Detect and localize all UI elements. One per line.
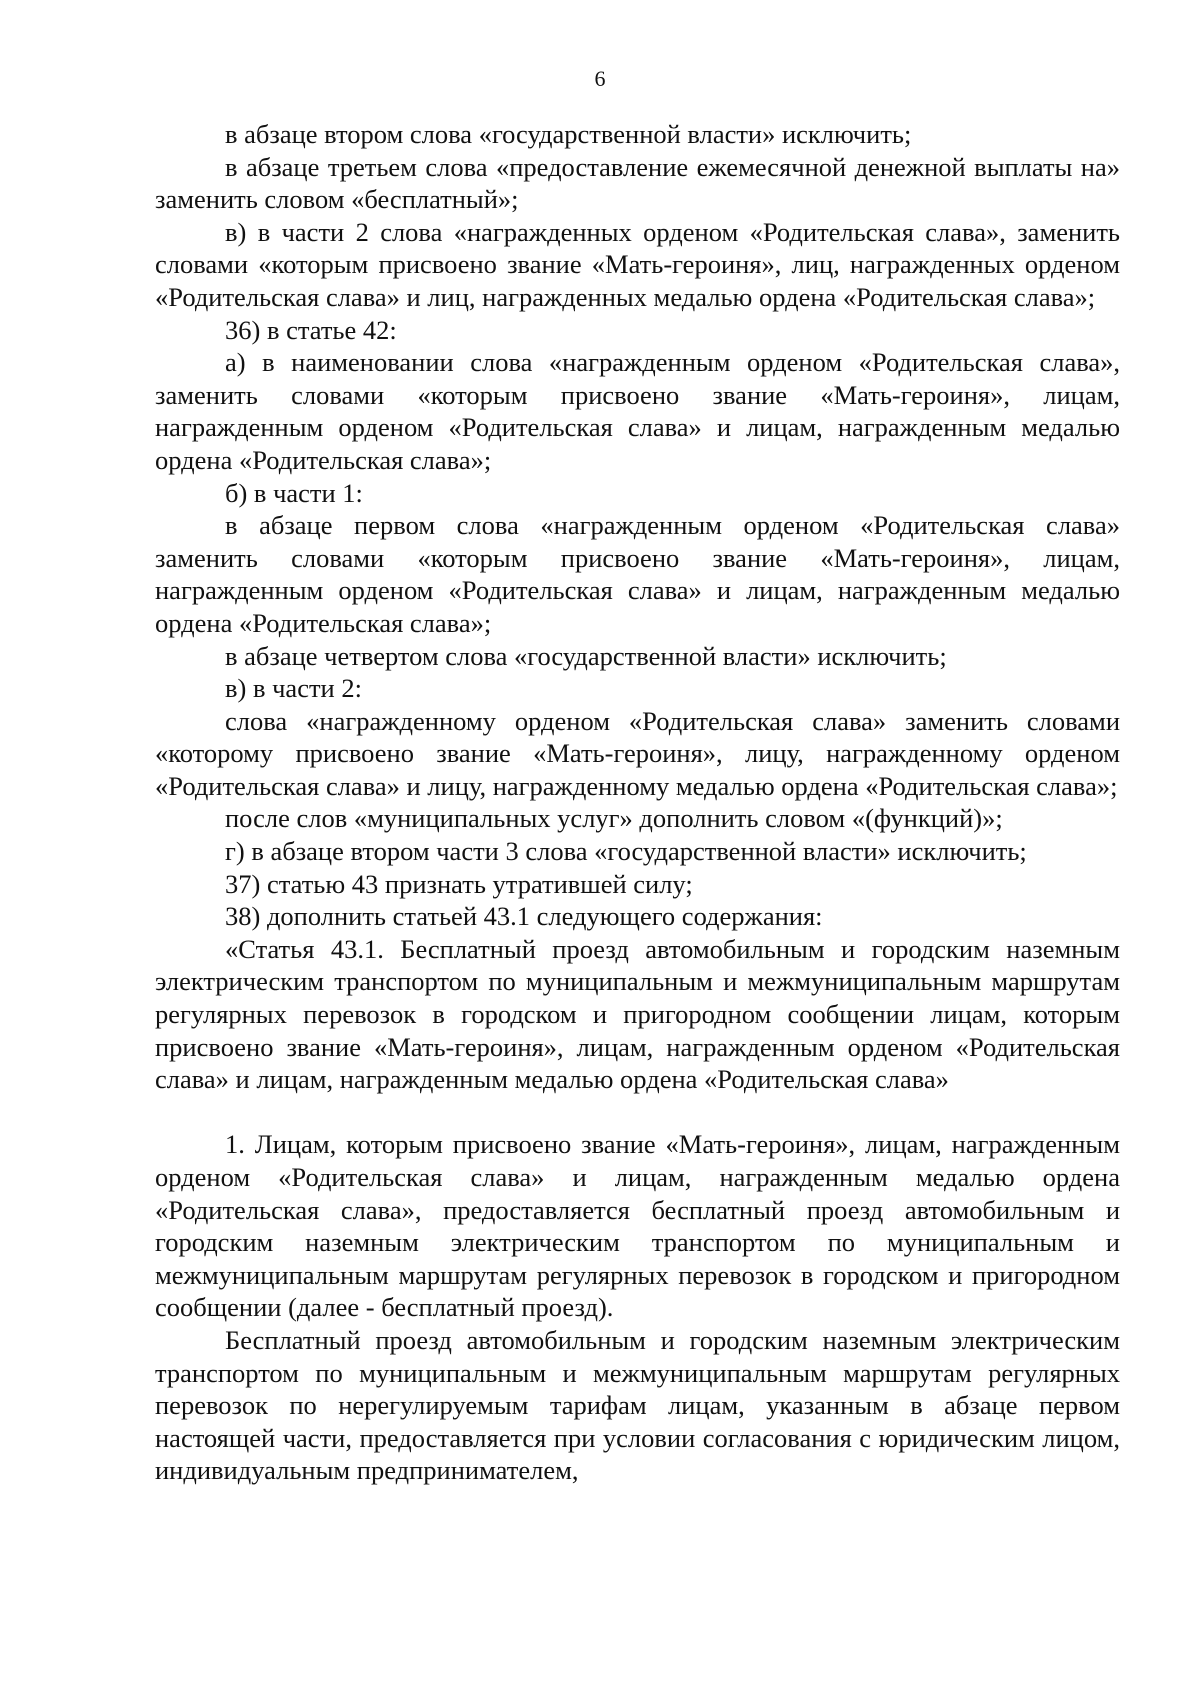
paragraph: 36) в статье 42: — [225, 314, 397, 345]
document-body — [155, 118, 1120, 1487]
paragraph: 1. Лицам, которым присвоено звание «Мать-героиня», лицам, награжденным орденом «Родительская слава» и лицам, награжденным медалью ордена «Родительская слава», предоставляется бесплатный проезд автомобильным и городским наземным электрическим транспортом по муниципальным и межмуниципальным маршрутам регулярных перевозок в городском и пригородном сообщении (далее - бесплатный проезд). — [155, 1129, 1120, 1323]
paragraph: в абзаце первом слова «награжденным орденом «Родительская слава» заменить словами «которым присвоено звание «Мать-героиня», лицам, награжденным орденом «Родительская слава» и лицам, награжденным медалью ордена «Родительская слава»; — [155, 510, 1120, 638]
paragraph: слова «награжденному орденом «Родительская слава» заменить словами «которому присвоено звание «Мать-героиня», лицу, награжденному орденом «Родительская слава» и лицу, награжденному медалью ордена «Родительская слава»; — [155, 705, 1120, 801]
paragraph: в) в части 2 слова «награжденных орденом «Родительская слава», заменить словами «которым присвоено звание «Мать-героиня», лиц, награжденных орденом «Родительская слава» и лиц, награжденных медалью ордена «Родительская слава»; — [155, 216, 1120, 312]
paragraph: в абзаце четвертом слова «государственной власти» исключить; — [225, 640, 947, 671]
paragraph: Бесплатный проезд автомобильным и городским наземным электрическим транспортом по муниципальным и межмуниципальным маршрутам регулярных перевозок по нерегулируемым тарифам лицам, указанным в абзаце первом настоящей части, предоставляется при условии согласования с юридическим лицом, индивидуальным предпринимателем, — [155, 1324, 1120, 1486]
paragraph: в) в части 2: — [225, 673, 362, 704]
paragraph: в абзаце третьем слова «предоставление ежемесячной денежной выплаты на» заменить словом «бесплатный»; — [155, 151, 1120, 215]
paragraph: 38) дополнить статьей 43.1 следующего содержания: — [225, 901, 823, 932]
paragraph: 37) статью 43 признать утратившей силу; — [225, 868, 693, 899]
paragraph: б) в части 1: — [225, 477, 363, 508]
paragraph: г) в абзаце втором части 3 слова «государственной власти» исключить; — [225, 836, 1027, 867]
article-heading: «Статья 43.1. Бесплатный проезд автомобильным и городским наземным электрическим транспортом по муниципальным и межмуниципальным маршрутам регулярных перевозок в городском и пригородном сообщении лицам, которым присвоено звание «Мать-героиня», лицам, награжденным орденом «Родительская слава» и лицам, награжденным медалью ордена «Родительская слава» — [155, 933, 1120, 1095]
page-number: 6 — [594, 66, 606, 91]
paragraph: в абзаце втором слова «государственной власти» исключить; — [225, 119, 912, 149]
paragraph: после слов «муниципальных услуг» дополнить словом «(функций)»; — [225, 803, 1003, 834]
paragraph: а) в наименовании слова «награжденным орденом «Родительская слава», заменить словами «которым присвоено звание «Мать-героиня», лицам, награжденным орденом «Родительская слава» и лицам, награжденным медалью ордена «Родительская слава»; — [155, 347, 1120, 475]
